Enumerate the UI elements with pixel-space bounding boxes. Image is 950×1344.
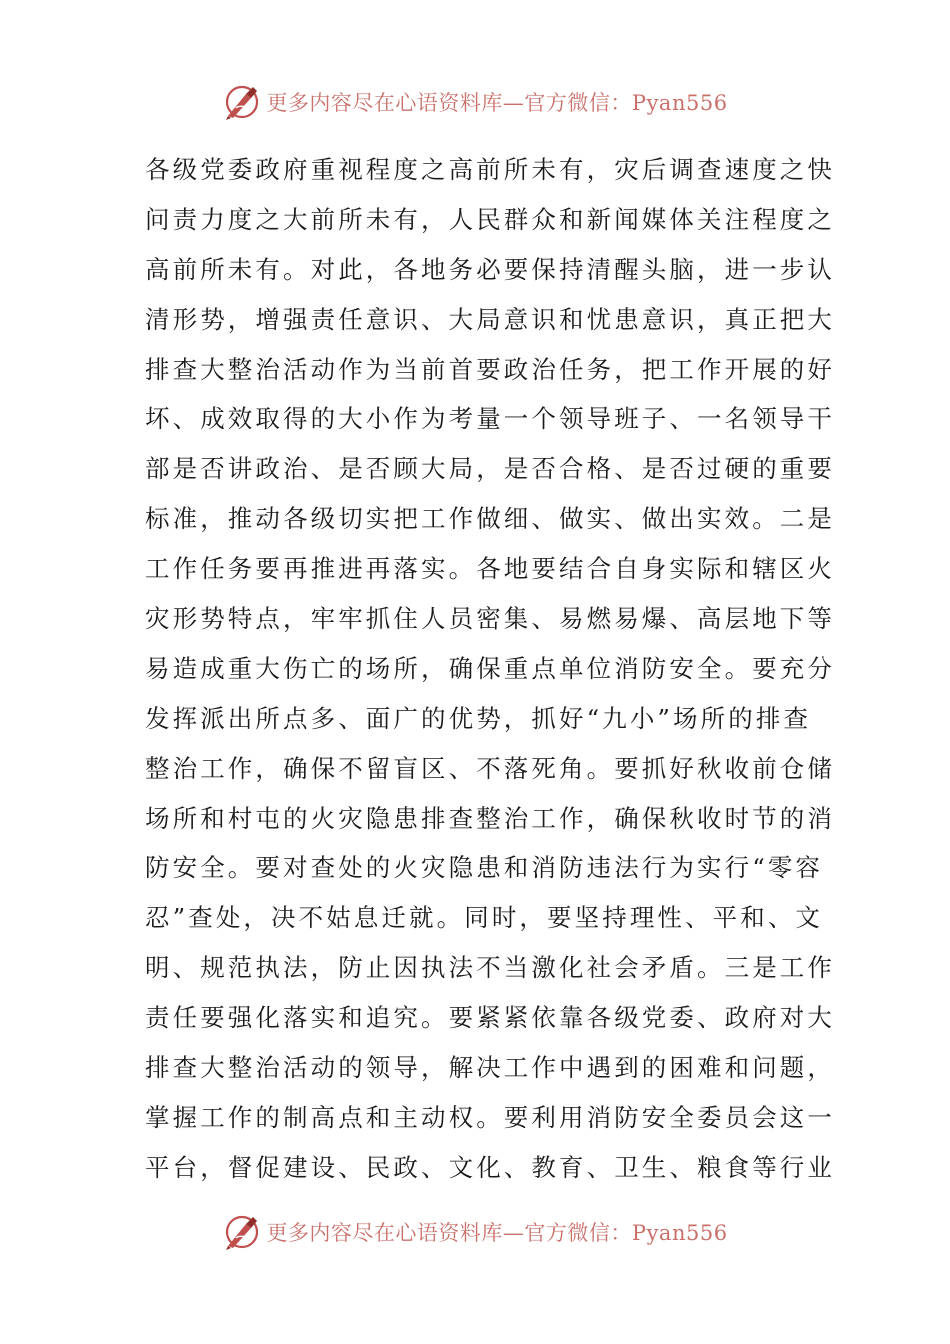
text-line: 部是否讲政治、是否顾大局，是否合格、是否过硬的重要 <box>145 454 835 484</box>
text-line: 标准，推动各级切实把工作做细、做实、做出实效。二是 <box>145 504 835 534</box>
text-line: 易造成重大伤亡的场所，确保重点单位消防安全。要充分 <box>145 653 835 683</box>
pen-logo-icon <box>222 1212 262 1252</box>
text-line: 工作任务要再推进再落实。各地要结合自身实际和辖区火 <box>145 554 835 584</box>
text-line: 掌握工作的制高点和主动权。要利用消防安全委员会这一 <box>145 1102 835 1132</box>
text-line: 坏、成效取得的大小作为考量一个领导班子、一名领导干 <box>145 404 835 434</box>
text-line: 问责力度之大前所未有，人民群众和新闻媒体关注程度之 <box>145 204 835 234</box>
header-text: 更多内容尽在心语资料库—官方微信：Pyan556 <box>266 91 728 115</box>
text-line: 整治工作，确保不留盲区、不落死角。要抓好秋收前仓储 <box>145 753 835 783</box>
footer-text: 更多内容尽在心语资料库—官方微信：Pyan556 <box>266 1221 728 1245</box>
text-line: 清形势，增强责任意识、大局意识和忧患意识，真正把大 <box>145 304 835 334</box>
footer-banner <box>0 1210 950 1254</box>
text-line: 场所和村屯的火灾隐患排查整治工作，确保秋收时节的消 <box>145 803 835 833</box>
text-line: 平台，督促建设、民政、文化、教育、卫生、粮食等行业 <box>145 1152 835 1182</box>
text-line: 排查大整治活动的领导，解决工作中遇到的困难和问题， <box>145 1053 835 1083</box>
text-line: 忍”查处，决不姑息迁就。同时，要坚持理性、平和、文 <box>145 903 824 933</box>
pen-logo-icon <box>222 82 262 122</box>
text-line: 各级党委政府重视程度之高前所未有，灾后调查速度之快 <box>145 155 835 184</box>
text-line: 防安全。要对查处的火灾隐患和消防违法行为实行“零容 <box>145 853 824 883</box>
document-body <box>145 145 835 1193</box>
text-line: 明、规范执法，防止因执法不当激化社会矛盾。三是工作 <box>145 953 835 983</box>
text-line: 灾形势特点，牢牢抓住人员密集、易燃易爆、高层地下等 <box>145 604 835 634</box>
text-line: 排查大整治活动作为当前首要政治任务，把工作开展的好 <box>145 354 835 384</box>
text-line: 高前所未有。对此，各地务必要保持清醒头脑，进一步认 <box>145 254 835 284</box>
text-line: 发挥派出所点多、面广的优势，抓好“九小”场所的排查 <box>145 703 812 733</box>
text-line: 责任要强化落实和追究。要紧紧依靠各级党委、政府对大 <box>145 1003 835 1033</box>
header-banner <box>0 80 950 124</box>
